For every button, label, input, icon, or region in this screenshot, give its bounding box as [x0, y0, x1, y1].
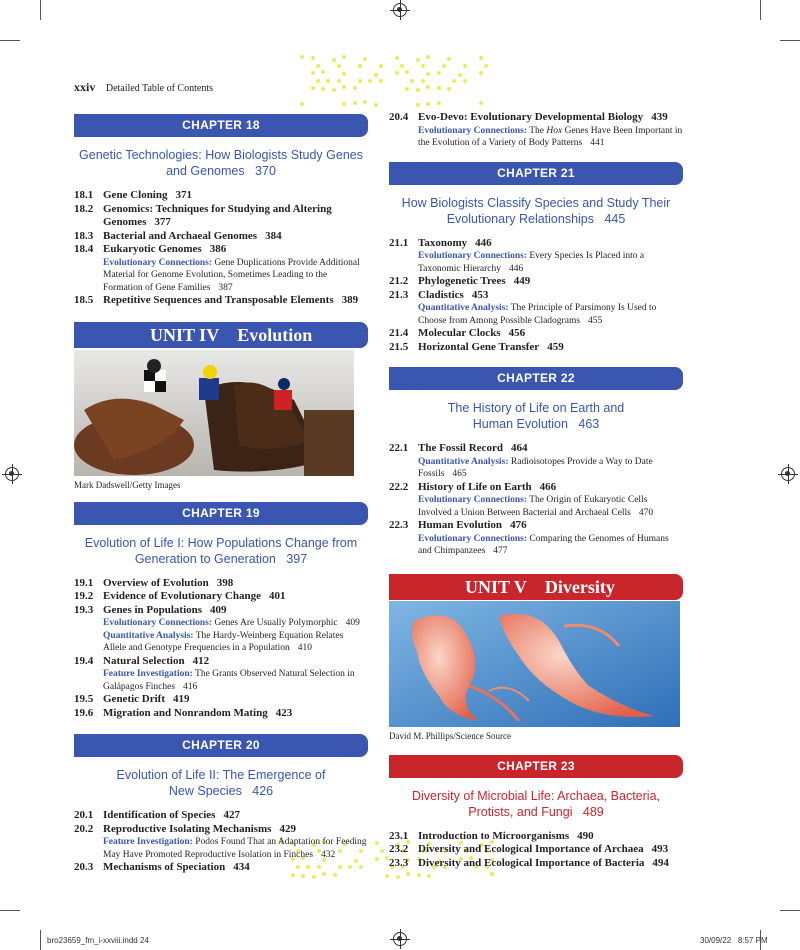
chapter-label: CHAPTER 22	[389, 367, 683, 390]
decorative-dot	[311, 56, 315, 60]
decorative-dot	[400, 64, 404, 68]
toc-entry[interactable]: 19.5 Genetic Drift 419	[74, 693, 190, 705]
toc-entry[interactable]: 22.3 Human Evolution 476	[389, 519, 527, 531]
toc-entry[interactable]: 20.2 Reproductive Isolating Mechanisms 429	[74, 822, 296, 835]
toc-entry[interactable]: 21.4 Molecular Clocks 456	[389, 327, 526, 339]
decorative-dot	[301, 874, 305, 878]
decorative-dot	[405, 70, 409, 74]
decorative-dots	[300, 55, 495, 110]
decorative-dot	[363, 100, 367, 104]
toc-entry[interactable]: 22.1 The Fossil Record 464	[389, 442, 528, 454]
chapter-19	[74, 502, 368, 721]
toc-entry[interactable]: 20.1 Identification of Species 427	[74, 809, 240, 821]
toc-subentry[interactable]: Feature Investigation: The Grants Observed Natural Selection in Galápagos Finches 416	[103, 669, 355, 692]
page-number: xxiv	[74, 80, 96, 94]
decorative-dot	[385, 874, 389, 878]
chapter-label: CHAPTER 23	[389, 755, 683, 778]
decorative-dot	[447, 57, 451, 61]
chapter-title[interactable]: Diversity of Microbial Life: Archaea, Bacteria, Protists, and Fungi 489	[411, 788, 661, 819]
toc-entry[interactable]: 18.2 Genomics: Techniques for Studying and Altering Genomes 377	[74, 202, 332, 228]
decorative-dot	[358, 79, 362, 83]
toc-entry[interactable]: 18.4 Eukaryotic Genomes 386	[74, 243, 227, 255]
photo-credit: David M. Phillips/Science Source	[389, 730, 511, 741]
decorative-dot	[426, 72, 430, 76]
decorative-dot	[321, 70, 325, 74]
registration-mark-icon	[5, 467, 19, 481]
toc-entry[interactable]: 23.3 Diversity and Ecological Importance of Bacteria 494	[389, 856, 669, 869]
decorative-dot	[311, 86, 315, 90]
toc-subentry[interactable]: Evolutionary Connections: Every Species Is Placed into a Taxonomic Hierarchy 446	[418, 251, 645, 274]
decorative-dot	[353, 86, 357, 90]
decorative-dot	[416, 88, 420, 92]
decorative-dot	[479, 101, 483, 105]
crop-mark	[40, 0, 41, 20]
toc-subentry[interactable]: Evolutionary Connections: The Hox Genes Have Been Important in the Evolution of a Variety of Body Patterns 441	[418, 125, 683, 148]
decorative-dot	[395, 71, 399, 75]
decorative-dot	[396, 875, 400, 879]
decorative-dot	[427, 874, 431, 878]
decorative-dot	[379, 64, 383, 68]
decorative-dot	[316, 64, 320, 68]
registration-mark-icon	[781, 467, 795, 481]
decorative-dot	[447, 87, 451, 91]
decorative-dot	[374, 103, 378, 107]
chapter-title[interactable]: How Biologists Classify Species and Study Their Evolutionary Relationships 445	[401, 195, 671, 226]
decorative-dot	[342, 102, 346, 106]
toc-entry[interactable]: 19.4 Natural Selection 412	[74, 654, 210, 667]
decorative-dot	[332, 88, 336, 92]
chapter-22	[389, 367, 683, 558]
decorative-dot	[363, 57, 367, 61]
decorative-dot	[426, 102, 430, 106]
chapter-title[interactable]: Evolution of Life II: The Emergence of New Species 426	[116, 768, 326, 798]
unit-banner: UNIT IV Evolution	[74, 322, 368, 348]
footer-file-name: bro23659_fm_i-xxviii.indd 24	[47, 936, 149, 945]
footer-timestamp: 30/09/22 8:57 PM	[700, 936, 768, 945]
decorative-dot	[406, 872, 410, 876]
decorative-dot	[416, 58, 420, 62]
decorative-dot	[479, 56, 483, 60]
toc-subentry[interactable]: Quantitative Analysis: The Hardy-Weinberg Equation Relates Allele and Genotype Frequencies in a Population 410	[103, 630, 344, 653]
decorative-dot	[463, 64, 467, 68]
toc-entry[interactable]: 19.1 Overview of Evolution 398	[74, 576, 234, 589]
toc-entry[interactable]: 21.2 Phylogenetic Trees 449	[389, 275, 531, 287]
decorative-dot	[452, 79, 456, 83]
decorative-dot	[300, 55, 304, 59]
toc-subentry[interactable]: Quantitative Analysis: The Principle of Parsimony Is Used to Choose from Among Possible Cladograms 455	[418, 303, 657, 326]
crop-mark	[40, 930, 41, 950]
toc-subentry[interactable]: Quantitative Analysis: Radioisotopes Provide a Way to Date Fossils 465	[418, 456, 653, 479]
decorative-dot	[437, 101, 441, 105]
unit-v	[389, 574, 683, 741]
toc-subentry[interactable]: Evolutionary Connections: The Origin of Eukaryotic Cells Involved a Union Between Bacterial and Archaeal Cells 470	[418, 495, 654, 518]
decorative-dot	[375, 857, 379, 861]
decorative-dot	[395, 56, 399, 60]
decorative-dot	[437, 71, 441, 75]
chapter-title[interactable]: Evolution of Life I: How Populations Change from Generation to Generation 397	[84, 535, 358, 566]
chapter-title[interactable]: The History of Life on Earth and Human Evolution 463	[447, 401, 625, 431]
decorative-dot	[426, 85, 430, 89]
chapter-label: CHAPTER 20	[74, 734, 368, 757]
decorative-dot	[332, 58, 336, 62]
chapter-label: CHAPTER 18	[74, 114, 368, 137]
running-head-title: Detailed Table of Contents	[105, 83, 213, 94]
left-column	[74, 114, 368, 875]
decorative-dot	[417, 873, 421, 877]
decorative-dot	[342, 72, 346, 76]
right-column	[389, 111, 683, 870]
unit-iv	[74, 322, 368, 490]
running-head	[74, 80, 213, 95]
registration-mark-icon	[393, 3, 407, 17]
decorative-dot	[490, 872, 494, 876]
crop-mark	[780, 910, 800, 911]
toc-entry[interactable]: 21.1 Taxonomy 446	[389, 236, 492, 249]
decorative-dot	[410, 79, 414, 83]
decorative-dot	[337, 64, 341, 68]
decorative-dot	[358, 64, 362, 68]
decorative-dot	[421, 64, 425, 68]
crop-mark	[760, 0, 761, 20]
decorative-dot	[321, 87, 325, 91]
registration-mark-icon	[393, 932, 407, 946]
decorative-dot	[353, 101, 357, 105]
toc-entry[interactable]: 18.5 Repetitive Sequences and Transposable Elements 389	[74, 294, 359, 306]
decorative-dot	[416, 103, 420, 107]
crop-mark	[0, 910, 20, 911]
decorative-dot	[458, 73, 462, 77]
toc-entry[interactable]: 19.3 Genes in Populations 409	[74, 603, 227, 616]
decorative-dot	[380, 849, 384, 853]
chapter-label: CHAPTER 21	[389, 162, 683, 185]
toc-entry[interactable]: 23.2 Diversity and Ecological Importance of Archaea 493	[389, 843, 669, 855]
toc-entry[interactable]: 21.3 Cladistics 453	[389, 288, 489, 301]
chapter-20	[74, 734, 368, 875]
decorative-dot	[426, 55, 430, 59]
chapter-21	[389, 162, 683, 355]
chapter-20-continued	[389, 111, 683, 150]
decorative-dot	[337, 79, 341, 83]
toc-entry[interactable]: 19.6 Migration and Nonrandom Mating 423	[74, 706, 293, 719]
toc-subentry[interactable]: Evolutionary Connections: Comparing the Genomes of Humans and Chimpanzees 477	[418, 533, 669, 556]
decorative-dot	[437, 86, 441, 90]
chapter-23	[389, 755, 683, 871]
chapter-title[interactable]: Genetic Technologies: How Biologists Study Genes and Genomes 370	[79, 148, 363, 178]
toc-entry[interactable]: 21.5 Horizontal Gene Transfer 459	[389, 340, 564, 353]
decorative-dot	[316, 79, 320, 83]
chapter-18	[74, 114, 368, 308]
unit-photo-horse-race	[74, 350, 354, 476]
decorative-dot	[312, 875, 316, 879]
crop-mark	[0, 40, 20, 41]
chapter-label: CHAPTER 19	[74, 502, 368, 525]
decorative-dot	[379, 79, 383, 83]
toc-entry[interactable]: 18.1 Gene Cloning 371	[74, 189, 192, 201]
decorative-dot	[311, 71, 315, 75]
toc-entry[interactable]: 22.2 History of Life on Earth 466	[389, 480, 557, 493]
decorative-dot	[368, 79, 372, 83]
toc-entry[interactable]: 20.3 Mechanisms of Speciation 434	[74, 861, 250, 873]
decorative-dot	[479, 71, 483, 75]
decorative-dot	[375, 841, 379, 845]
photo-credit: Mark Dadswell/Getty Images	[74, 479, 181, 490]
toc-subentry[interactable]: Feature Investigation: Podos Found That an Adaptation for Feeding May Have Promoted Reproductive Isolation in Finches 432	[103, 837, 367, 860]
decorative-dot	[326, 79, 330, 83]
toc-entry[interactable]: 18.3 Bacterial and Archaeal Genomes 384	[74, 229, 282, 242]
decorative-dot	[421, 79, 425, 83]
decorative-dot	[342, 55, 346, 59]
decorative-dot	[405, 87, 409, 91]
decorative-dot	[300, 102, 304, 106]
crop-mark	[780, 40, 800, 41]
toc-entry[interactable]: 23.1 Introduction to Microorganisms 490	[389, 829, 594, 842]
decorative-dot	[374, 73, 378, 77]
decorative-dot	[442, 64, 446, 68]
unit-banner: UNIT V Diversity	[389, 574, 683, 600]
decorative-dot	[463, 79, 467, 83]
toc-entry[interactable]: 19.2 Evidence of Evolutionary Change 401	[74, 590, 286, 602]
decorative-dot	[484, 64, 488, 68]
toc-subentry[interactable]: Evolutionary Connections: Gene Duplications Provide Additional Material for Genome Evolution, Sometimes Leading to the Formation of Gene Families 387	[103, 257, 360, 293]
toc-entry[interactable]: 20.4 Evo-Devo: Evolutionary Developmental Biology 439	[389, 111, 668, 123]
toc-subentry[interactable]: Evolutionary Connections: Genes Are Usually Polymorphic 409	[103, 618, 360, 628]
decorative-dot	[342, 85, 346, 89]
unit-photo-microbes	[389, 601, 680, 727]
